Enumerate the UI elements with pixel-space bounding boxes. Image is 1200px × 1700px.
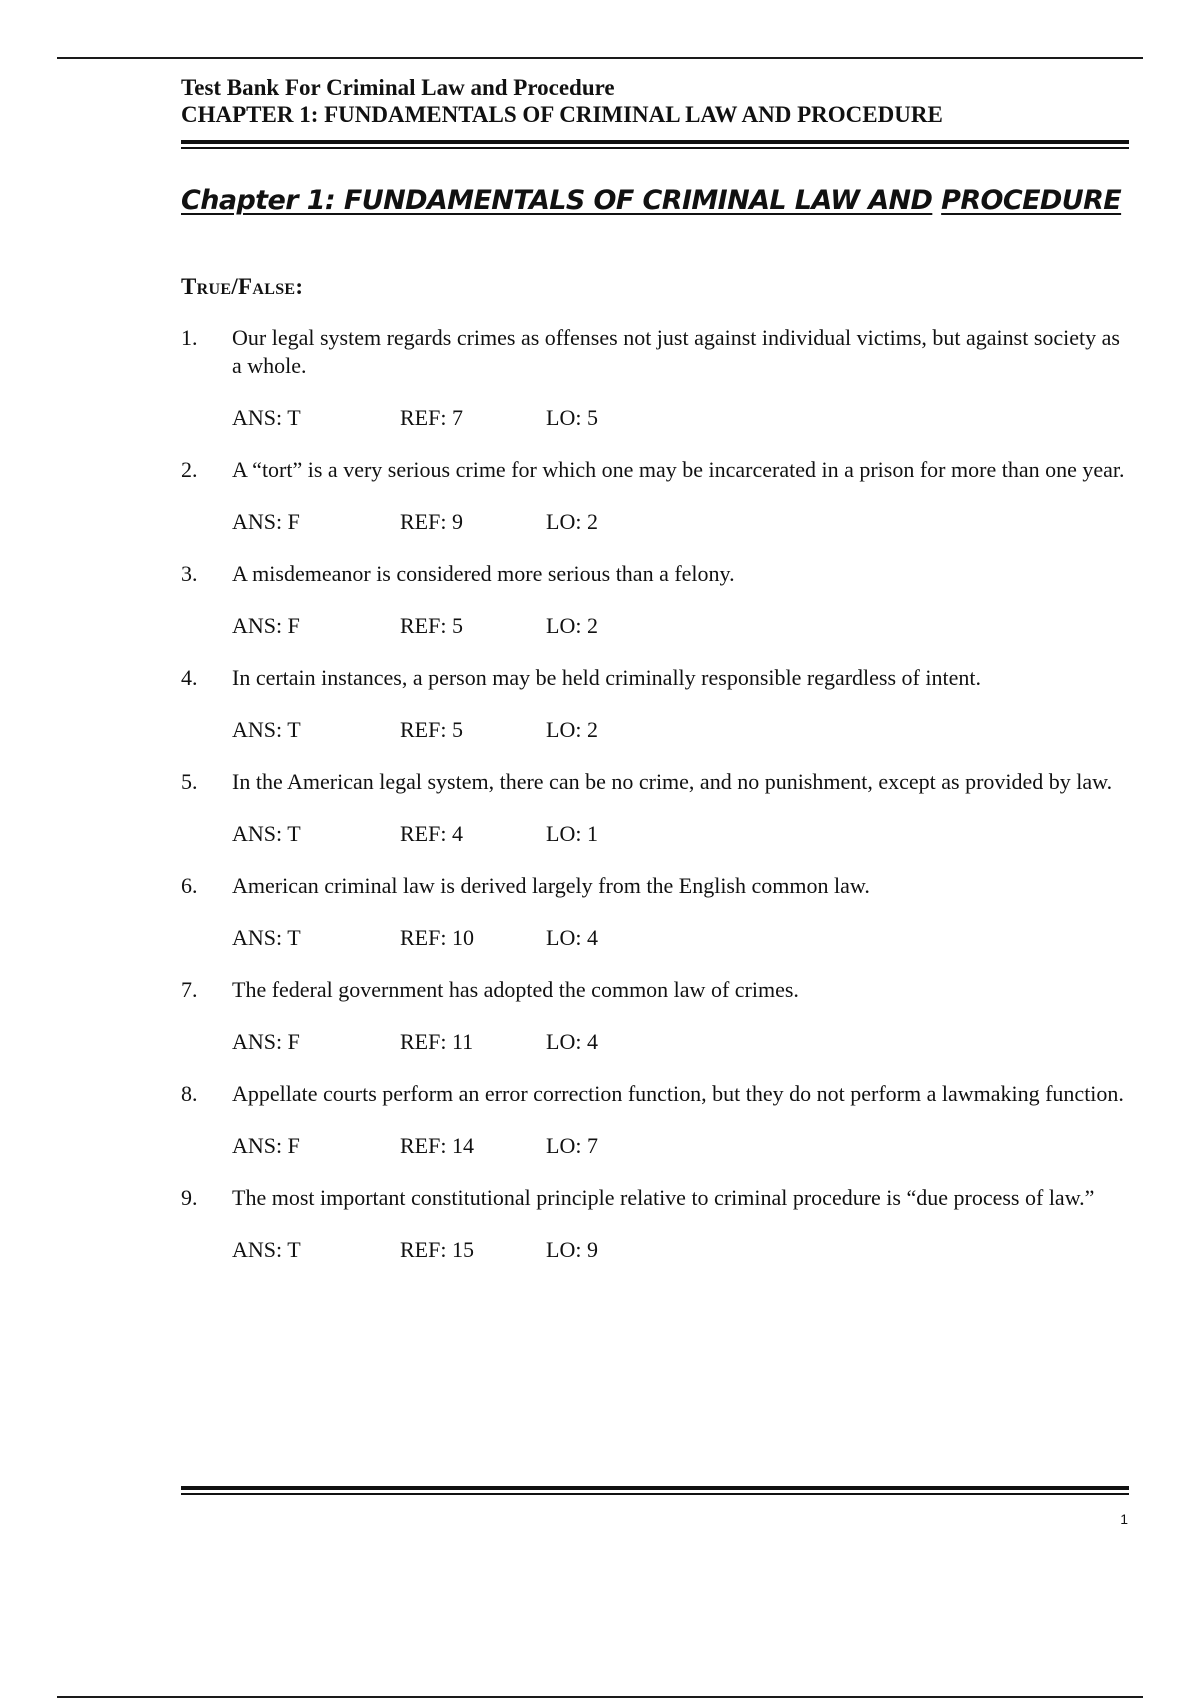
- learning-objective-value: LO: 4: [546, 925, 598, 950]
- reference-value: REF: 5: [400, 717, 463, 742]
- answer-value: ANS: F: [232, 613, 300, 638]
- question-text: The federal government has adopted the common law of crimes.: [232, 977, 799, 1002]
- reference-value: REF: 14: [400, 1133, 474, 1158]
- question-text: In the American legal system, there can be no crime, and no punishment, except as provided by law.: [232, 769, 1113, 794]
- reference-value: REF: 9: [400, 509, 463, 534]
- answer-value: ANS: F: [232, 1133, 300, 1158]
- answer-value: ANS: T: [232, 1237, 301, 1262]
- question-number: 5.: [181, 769, 198, 794]
- question-item: [181, 768, 1129, 848]
- answer-meta: [232, 820, 1129, 848]
- question-item: [181, 872, 1129, 952]
- reference-value: REF: 15: [400, 1237, 474, 1262]
- question-number: 2.: [181, 457, 198, 482]
- page-bottom-border: [57, 1696, 1143, 1698]
- page-number: 1: [1120, 1511, 1128, 1527]
- document-page: [181, 74, 1129, 1264]
- question-number: 6.: [181, 873, 198, 898]
- reference-value: REF: 4: [400, 821, 463, 846]
- answer-meta: [232, 924, 1129, 952]
- question-text: Appellate courts perform an error correction function, but they do not perform a lawmaking function.: [232, 1081, 1124, 1106]
- answer-meta: [232, 716, 1129, 744]
- chapter-title-main: Chapter 1: FUNDAMENTALS OF CRIMINAL LAW AND: [181, 185, 933, 216]
- question-item: [181, 1080, 1129, 1160]
- question-number: 8.: [181, 1081, 198, 1106]
- question-text: American criminal law is derived largely from the English common law.: [232, 873, 870, 898]
- question-number: 1.: [181, 325, 198, 350]
- question-item: [181, 456, 1129, 536]
- answer-value: ANS: T: [232, 405, 301, 430]
- answer-value: ANS: T: [232, 821, 301, 846]
- question-item: [181, 664, 1129, 744]
- reference-value: REF: 10: [400, 925, 474, 950]
- header-book-title: Test Bank For Criminal Law and Procedure: [181, 75, 615, 100]
- question-text: A misdemeanor is considered more serious than a felony.: [232, 561, 735, 586]
- learning-objective-value: LO: 4: [546, 1029, 598, 1054]
- question-text: Our legal system regards crimes as offenses not just against individual victims, but against society as a whole.: [232, 325, 1120, 378]
- learning-objective-value: LO: 2: [546, 717, 598, 742]
- reference-value: REF: 7: [400, 405, 463, 430]
- answer-value: ANS: T: [232, 717, 301, 742]
- answer-meta: [232, 404, 1129, 432]
- question-number: 7.: [181, 977, 198, 1002]
- header-chapter-title: CHAPTER 1: FUNDAMENTALS OF CRIMINAL LAW AND PROCEDURE: [181, 102, 943, 127]
- footer-divider: [181, 1486, 1129, 1495]
- learning-objective-value: LO: 2: [546, 613, 598, 638]
- question-item: [181, 1184, 1129, 1264]
- page-top-border: [57, 57, 1143, 59]
- reference-value: REF: 11: [400, 1029, 474, 1054]
- answer-meta: [232, 1236, 1129, 1264]
- answer-meta: [232, 1132, 1129, 1160]
- question-number: 3.: [181, 561, 198, 586]
- question-number: 9.: [181, 1185, 198, 1210]
- answer-value: ANS: F: [232, 1029, 300, 1054]
- answer-meta: [232, 508, 1129, 536]
- chapter-title-end: PROCEDURE: [941, 185, 1122, 216]
- learning-objective-value: LO: 7: [546, 1133, 598, 1158]
- question-text: The most important constitutional principle relative to criminal procedure is “due process of law.”: [232, 1185, 1095, 1210]
- question-text: A “tort” is a very serious crime for which one may be incarcerated in a prison for more than one year.: [232, 457, 1125, 482]
- question-list: [181, 324, 1129, 1264]
- reference-value: REF: 5: [400, 613, 463, 638]
- question-item: [181, 560, 1129, 640]
- chapter-title: [181, 185, 1129, 216]
- question-text: In certain instances, a person may be held criminally responsible regardless of intent.: [232, 665, 981, 690]
- question-item: [181, 976, 1129, 1056]
- learning-objective-value: LO: 5: [546, 405, 598, 430]
- learning-objective-value: LO: 1: [546, 821, 598, 846]
- answer-value: ANS: T: [232, 925, 301, 950]
- question-item: [181, 324, 1129, 432]
- learning-objective-value: LO: 2: [546, 509, 598, 534]
- question-number: 4.: [181, 665, 198, 690]
- answer-value: ANS: F: [232, 509, 300, 534]
- section-title: True/False:: [181, 274, 304, 299]
- answer-meta: [232, 612, 1129, 640]
- header-divider: [181, 140, 1129, 149]
- learning-objective-value: LO: 9: [546, 1237, 598, 1262]
- answer-meta: [232, 1028, 1129, 1056]
